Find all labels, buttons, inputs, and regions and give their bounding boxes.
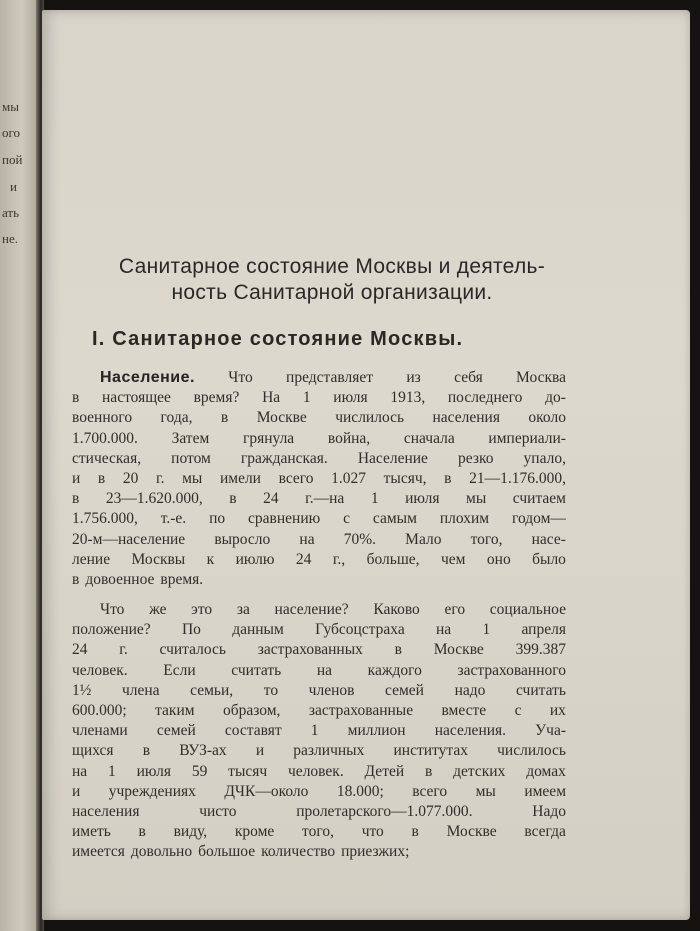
left-page-fragment: ать bbox=[2, 205, 20, 220]
adjacent-page-edge bbox=[0, 0, 40, 931]
body-text bbox=[72, 368, 566, 863]
text-line: 600.000; таким образом, застрахованные вместе с их bbox=[72, 702, 566, 719]
text-line: Население. Что представляет из себя Москва bbox=[72, 368, 566, 388]
title-line: Санитарное состояние Москвы и деятель- bbox=[118, 255, 546, 278]
page-title bbox=[58, 254, 606, 306]
left-page-fragment: мы bbox=[2, 99, 19, 114]
text-line: 20-м—население выросло на 70%. Мало того, насе- bbox=[72, 530, 566, 548]
text-line: населения чисто пролетарского—1.077.000. Надо bbox=[72, 802, 566, 820]
paragraph-social-status bbox=[72, 600, 566, 862]
text-line: 1.756.000, т.-е. по сравнению с самым плохим годом— bbox=[72, 510, 566, 528]
text-line: в настоящее время? На 1 июля 1913, последнего до- bbox=[72, 389, 566, 407]
text-line: ление Москвы к июлю 24 г., больше, чем оно было bbox=[72, 550, 566, 568]
text-line: военного года, в Москве числилось населения около bbox=[72, 409, 566, 427]
text-line: Что же это за население? Каково его социальное bbox=[100, 601, 566, 619]
text-line: в 23—1.620.000, в 24 г.—на 1 июля мы считаем bbox=[72, 490, 566, 508]
text-line: человек. Если считать на каждого застрахованного bbox=[72, 661, 566, 679]
section-heading: I. Санитарное состояние Москвы. bbox=[92, 328, 464, 350]
left-page-fragment: не. bbox=[2, 231, 18, 246]
text-line: стическая, потом гражданская. Население резко упало, bbox=[72, 449, 566, 467]
text-line: 1½ члена семьи, то членов семей надо считать bbox=[72, 681, 566, 699]
left-page-fragment: и bbox=[10, 179, 17, 194]
text-line: членами семей составят 1 миллион населения. Уча- bbox=[72, 722, 566, 740]
text-line: положение? По данным Губсоцстраха на 1 апреля bbox=[72, 621, 566, 639]
text-line: имеется довольно большое количество приезжих; bbox=[72, 843, 410, 861]
text-line: щихся в ВУЗ-ах и различных институтах числилось bbox=[72, 742, 566, 760]
left-page-fragment: ого bbox=[2, 125, 21, 140]
text-line: на 1 июля 59 тысяч человек. Детей в детских домах bbox=[72, 762, 566, 780]
text-line: и учреждениях ДЧК—около 18.000; всего мы имеем bbox=[72, 782, 566, 800]
text-line: 24 г. считалось застрахованных в Москве 399.387 bbox=[72, 641, 566, 659]
left-page-fragment: пой bbox=[2, 152, 23, 167]
text-line: и в 20 г. мы имели всего 1.027 тысяч, в 21—1.176.000, bbox=[72, 469, 566, 487]
text-line: в довоенное время. bbox=[72, 570, 204, 588]
title-line: ность Санитарной организации. bbox=[171, 281, 493, 304]
run-in-heading: Население. bbox=[100, 369, 195, 386]
text-line: иметь в виду, кроме того, что в Москве всегда bbox=[72, 823, 566, 841]
paragraph-population bbox=[72, 368, 566, 590]
text-line: 1.700.000. Затем грянула война, сначала империали- bbox=[72, 429, 566, 447]
